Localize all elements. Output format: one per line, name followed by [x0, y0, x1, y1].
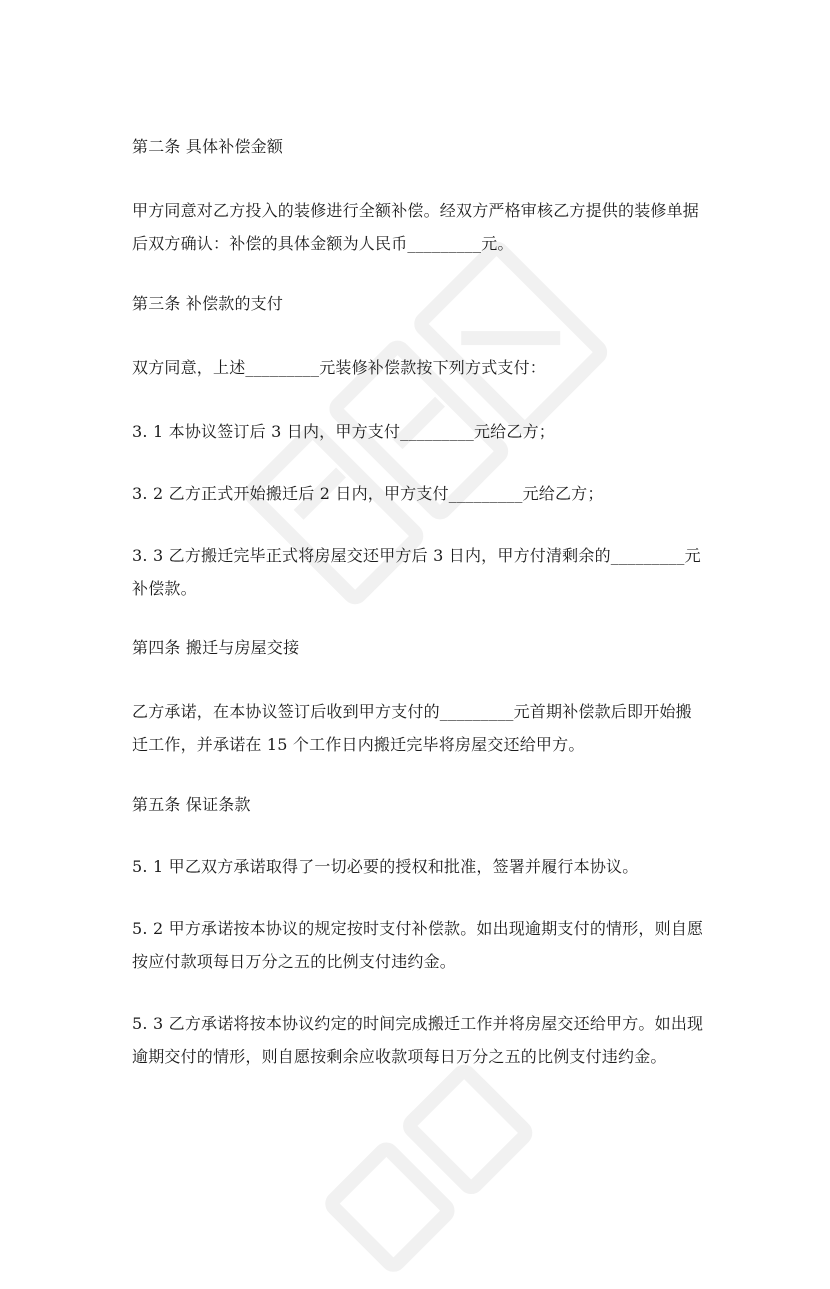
article-2-paragraph-line-2: 后双方确认：补偿的具体金额为人民币_________元。 [132, 234, 514, 253]
article-5-item-2-line-1: 5. 2 甲方承诺按本协议的规定按时支付补偿款。如出现逾期支付的情形，则自愿 [132, 919, 704, 938]
article-3-item-1: 3. 1 本协议签订后 3 日内，甲方支付_________元给乙方； [132, 422, 555, 441]
article-2-heading: 第二条 具体补偿金额 [132, 137, 284, 156]
article-5-item-3-line-2: 逾期交付的情形，则自愿按剩余应收款项每日万分之五的比例支付违约金。 [132, 1047, 667, 1066]
article-3-item-3-line-1: 3. 3 乙方搬迁完毕正式将房屋交还甲方后 3 日内，甲方付清剩余的_________元 [132, 546, 701, 565]
article-2-paragraph-line-1: 甲方同意对乙方投入的装修进行全额补偿。经双方严格审核乙方提供的装修单据 [132, 201, 700, 220]
article-3-intro: 双方同意，上述_________元装修补偿款按下列方式支付： [132, 358, 547, 377]
article-4-paragraph-line-1: 乙方承诺，在本协议签订后收到甲方支付的_________元首期补偿款后即开始搬 [132, 702, 692, 721]
article-3-item-3-line-2: 补偿款。 [132, 579, 197, 598]
article-5-item-3-line-1: 5. 3 乙方承诺将按本协议约定的时间完成搬迁工作并将房屋交还给甲方。如出现 [132, 1014, 704, 1033]
article-3-item-2: 3. 2 乙方正式开始搬迁后 2 日内，甲方支付_________元给乙方； [132, 484, 604, 503]
article-5-heading: 第五条 保证条款 [132, 795, 251, 814]
article-5-item-2-line-2: 按应付款项每日万分之五的比例支付违约金。 [132, 952, 457, 971]
watermark-logo-bottom [302, 992, 599, 1289]
article-4-heading: 第四条 搬迁与房屋交接 [132, 638, 300, 657]
article-4-paragraph-line-2: 迁工作，并承诺在 15 个工作日内搬迁完毕将房屋交还给甲方。 [132, 735, 585, 754]
article-5-item-1: 5. 1 甲乙双方承诺取得了一切必要的授权和批准，签署并履行本协议。 [132, 857, 639, 876]
article-3-heading: 第三条 补偿款的支付 [132, 294, 284, 313]
